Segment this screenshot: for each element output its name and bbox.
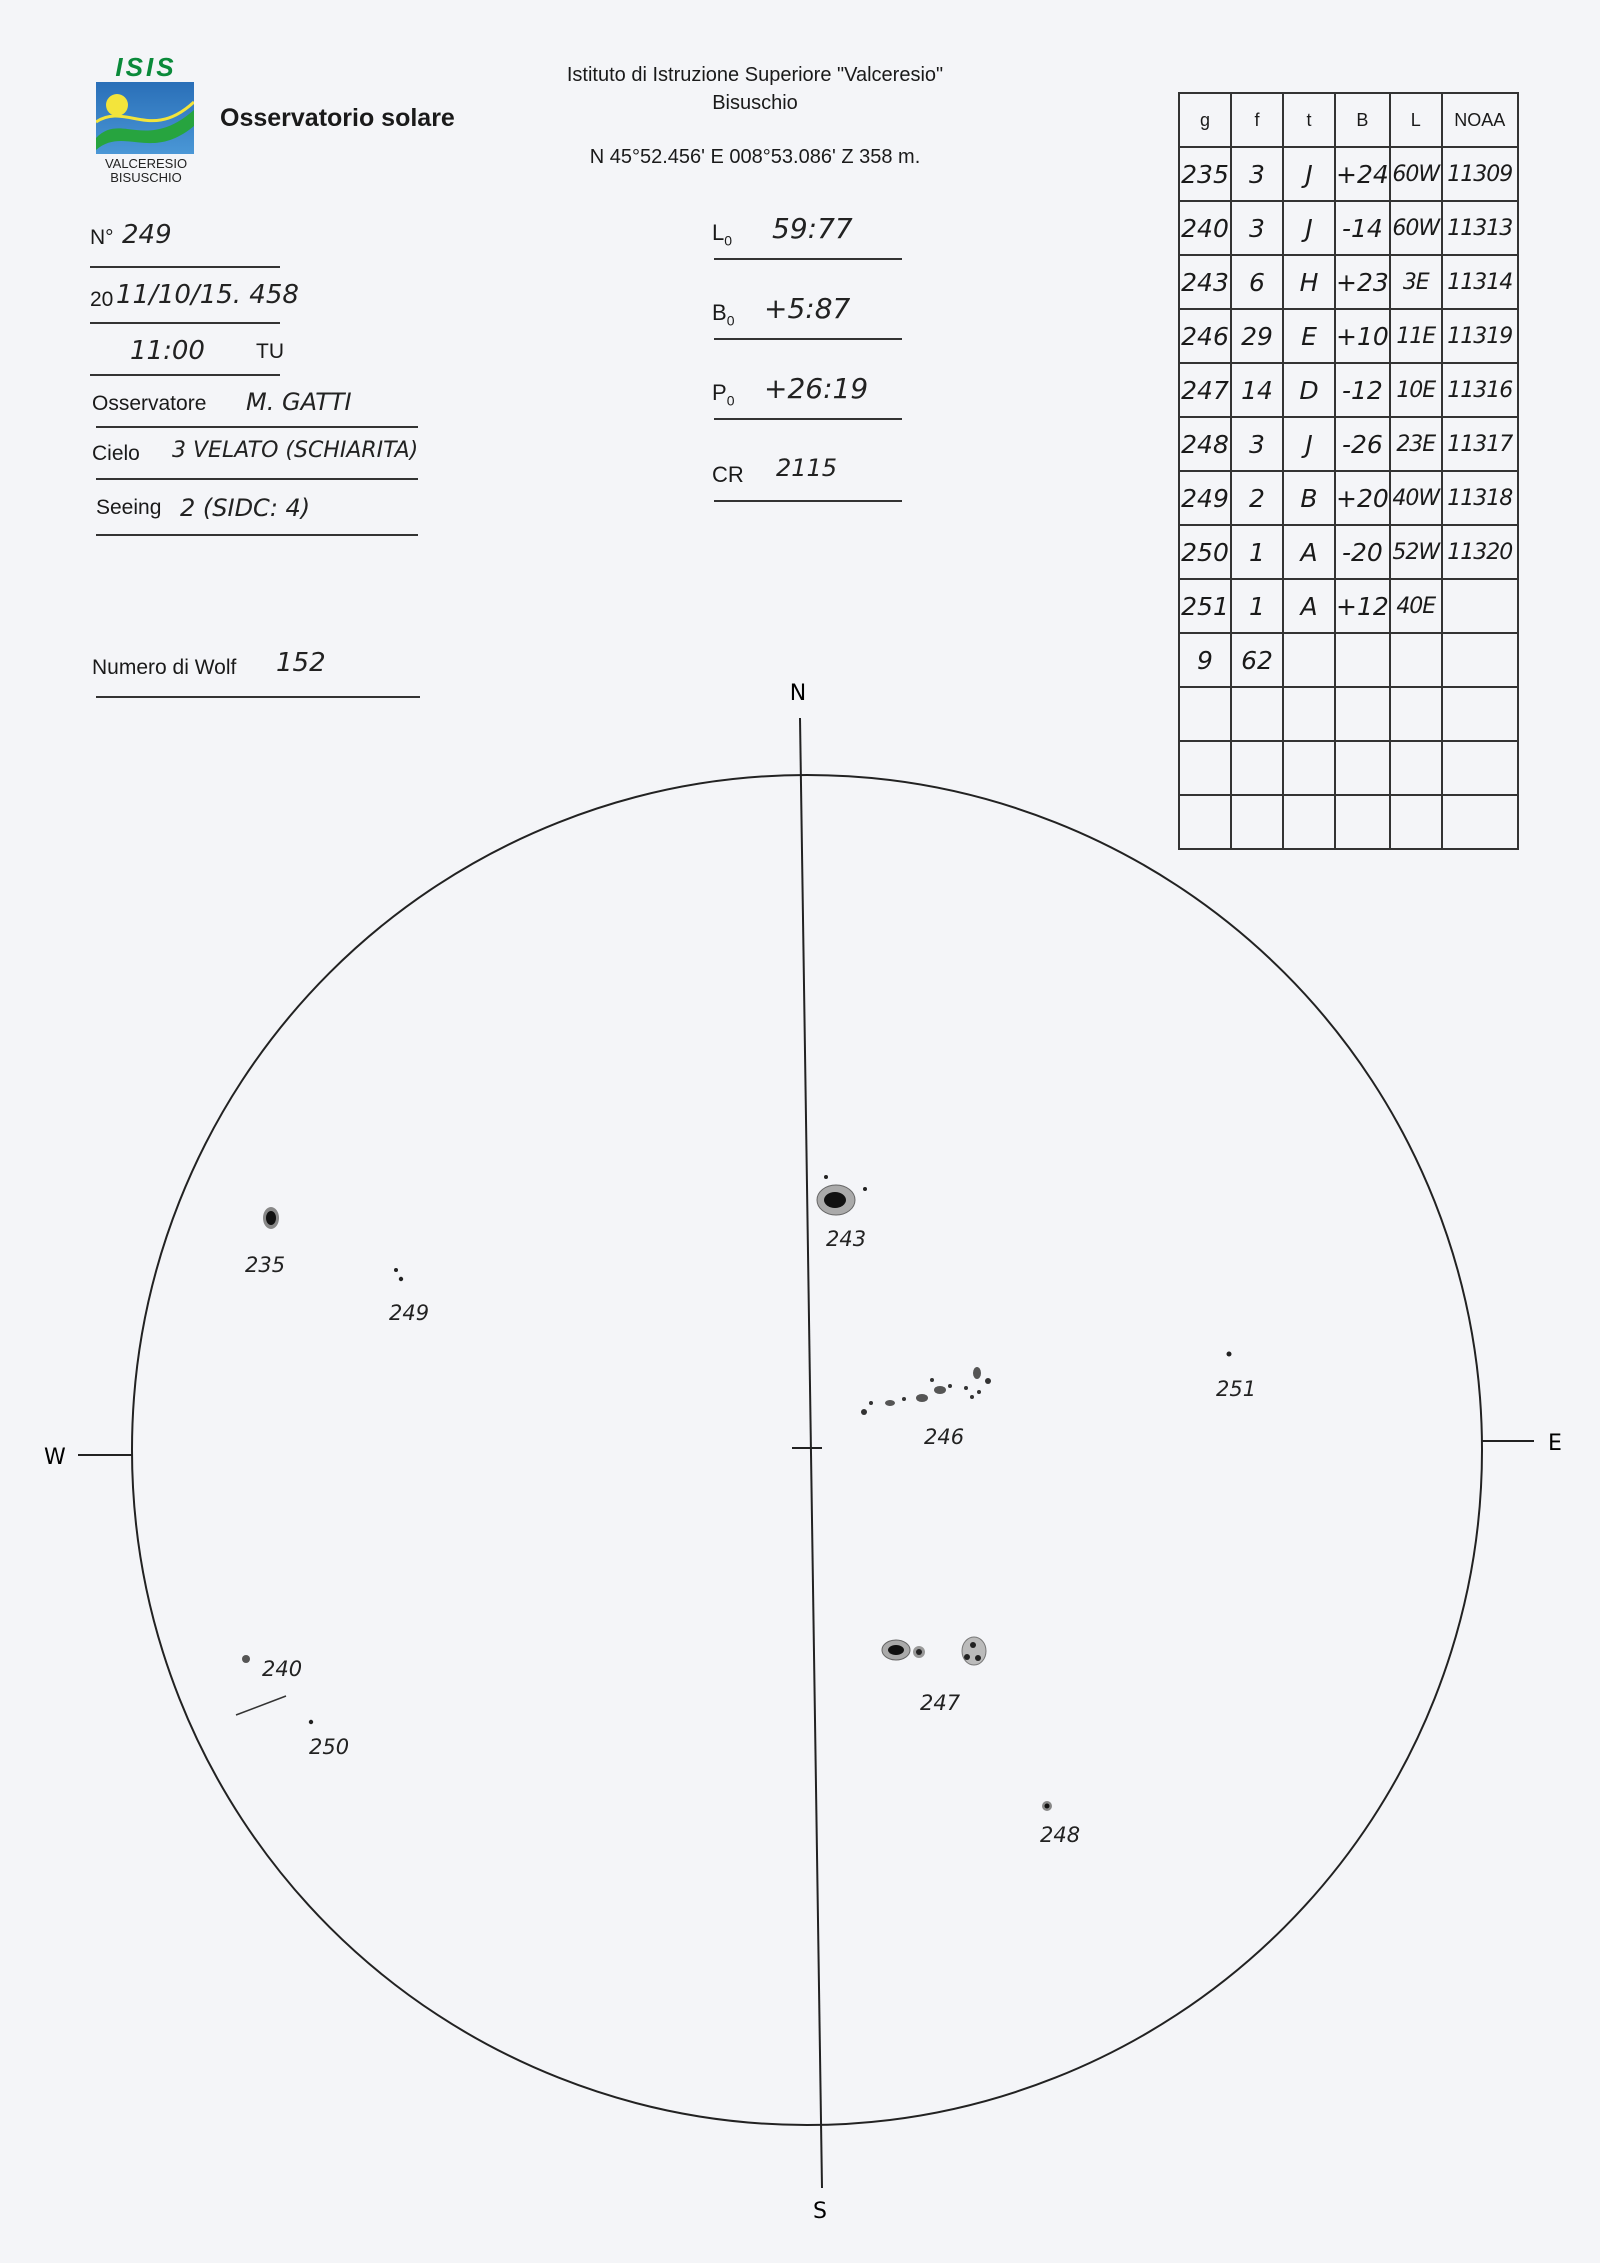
cell-b: +12 <box>1335 579 1390 633</box>
cell-g: 243 <box>1179 255 1231 309</box>
b0-value: +5:87 <box>764 292 851 325</box>
cell-f: 3 <box>1231 147 1283 201</box>
group-label-249: 249 <box>389 1301 430 1325</box>
cell-t: A <box>1283 579 1335 633</box>
cr-value: 2115 <box>776 454 838 482</box>
cardinal-n: N <box>789 681 807 706</box>
logo-brand: ISIS <box>115 52 177 82</box>
cell-f: 2 <box>1231 471 1283 525</box>
cell-f: 3 <box>1231 417 1283 471</box>
observer-label: Osservatore <box>92 392 207 415</box>
cell-b: +23 <box>1335 255 1390 309</box>
school-name: Istituto di Istruzione Superiore "Valceresio" <box>566 64 944 86</box>
cell-t: J <box>1283 201 1335 255</box>
seeing-value: 2 (SIDC: 4) <box>180 494 311 522</box>
sky-label: Cielo <box>92 442 140 465</box>
cell-l: 3E <box>1390 255 1442 309</box>
group-label-235: 235 <box>245 1253 286 1277</box>
l0-label: $L_0$ <box>712 220 733 249</box>
cell-l: 60W <box>1390 147 1442 201</box>
cell-b: +20 <box>1335 471 1390 525</box>
col-header-b: B <box>1335 93 1390 147</box>
group-label-248: 248 <box>1040 1823 1081 1847</box>
cell-f: 62 <box>1231 633 1283 687</box>
cell-g: 249 <box>1179 471 1231 525</box>
p0-label: $P_0$ <box>712 380 735 409</box>
sky-value: 3 VELATO (SCHIARITA) <box>172 438 419 463</box>
cell-g: 248 <box>1179 417 1231 471</box>
north-south-axis <box>800 718 822 2188</box>
cell-f: 6 <box>1231 255 1283 309</box>
cell-l: 23E <box>1390 417 1442 471</box>
cell-noaa: 11319 <box>1442 309 1518 363</box>
solar-disk <box>132 775 1482 2125</box>
cell-g: 246 <box>1179 309 1231 363</box>
cell-noaa: 11316 <box>1442 363 1518 417</box>
p0-value: +26:19 <box>764 372 869 405</box>
number-label: N° <box>90 226 114 249</box>
cell-b: -26 <box>1335 417 1390 471</box>
cell-l: 40W <box>1390 471 1442 525</box>
col-header-t: t <box>1283 93 1335 147</box>
cell-f: 1 <box>1231 525 1283 579</box>
cell-noaa: 11309 <box>1442 147 1518 201</box>
cell-g: 247 <box>1179 363 1231 417</box>
cell-b: -14 <box>1335 201 1390 255</box>
cell-t: D <box>1283 363 1335 417</box>
group-label-240: 240 <box>262 1657 303 1681</box>
cell-t: J <box>1283 417 1335 471</box>
cell-noaa: 11318 <box>1442 471 1518 525</box>
page-title: Osservatorio solare <box>220 104 455 132</box>
sunspot-group-250 <box>309 1720 313 1724</box>
b0-label: $B_0$ <box>712 300 735 329</box>
sunspot-group-248 <box>1042 1801 1052 1811</box>
observatory-coordinates: N 45°52.456' E 008°53.086' Z 358 m. <box>589 146 921 168</box>
sunspot-group-249 <box>394 1268 403 1281</box>
cell-t: B <box>1283 471 1335 525</box>
cell-f: 1 <box>1231 579 1283 633</box>
cell-g: 240 <box>1179 201 1231 255</box>
cr-label: CR <box>712 462 744 487</box>
date-prefix: 20 <box>90 288 114 311</box>
sunspot-group-251 <box>1227 1352 1232 1357</box>
cardinal-w: W <box>44 1445 66 1470</box>
cell-b: -20 <box>1335 525 1390 579</box>
logo-text-2: BISUSCHIO <box>110 170 182 185</box>
cell-l: 60W <box>1390 201 1442 255</box>
time-unit: TU <box>256 340 284 363</box>
seeing-label: Seeing <box>96 496 162 519</box>
logo-text-1: VALCERESIO <box>104 156 188 171</box>
col-header-g: g <box>1179 93 1231 147</box>
sunspot-group-247 <box>882 1637 986 1665</box>
cell-l: 10E <box>1390 363 1442 417</box>
cell-g: 235 <box>1179 147 1231 201</box>
cell-t: H <box>1283 255 1335 309</box>
wolf-value: 152 <box>276 648 326 678</box>
l0-value: 59:77 <box>772 212 853 245</box>
sunspot-group-235 <box>263 1207 279 1229</box>
cardinal-e: E <box>1548 1431 1562 1456</box>
cell-t: J <box>1283 147 1335 201</box>
cell-l: 11E <box>1390 309 1442 363</box>
equator-stroke <box>236 1696 286 1715</box>
cell-b: -12 <box>1335 363 1390 417</box>
cell-noaa: 11314 <box>1442 255 1518 309</box>
cell-g: 250 <box>1179 525 1231 579</box>
cell-noaa: 11320 <box>1442 525 1518 579</box>
cell-noaa: 11313 <box>1442 201 1518 255</box>
date-value: 11/10/15. 458 <box>116 280 299 310</box>
cell-f: 3 <box>1231 201 1283 255</box>
cell-f: 14 <box>1231 363 1283 417</box>
group-label-247: 247 <box>920 1691 961 1715</box>
cell-g: 9 <box>1179 633 1231 687</box>
group-label-246: 246 <box>924 1425 965 1449</box>
observer-value: M. GATTI <box>246 388 352 416</box>
cell-b: +24 <box>1335 147 1390 201</box>
wolf-label: Numero di Wolf <box>92 656 237 679</box>
cell-f: 29 <box>1231 309 1283 363</box>
cardinal-s: S <box>813 2199 827 2224</box>
cell-b: +10 <box>1335 309 1390 363</box>
sunspot-group-243 <box>817 1175 867 1215</box>
cell-l: 52W <box>1390 525 1442 579</box>
group-label-250: 250 <box>309 1735 350 1759</box>
cell-t: E <box>1283 309 1335 363</box>
school-town: Bisuschio <box>712 92 798 114</box>
number-value: 249 <box>122 220 172 250</box>
sunspot-group-240 <box>242 1655 250 1663</box>
group-label-251: 251 <box>1216 1377 1257 1401</box>
col-header-f: f <box>1231 93 1283 147</box>
col-header-noaa: NOAA <box>1442 93 1518 147</box>
group-label-243: 243 <box>826 1227 867 1251</box>
col-header-l: L <box>1390 93 1442 147</box>
time-value: 11:00 <box>130 336 205 366</box>
cell-t: A <box>1283 525 1335 579</box>
cell-g: 251 <box>1179 579 1231 633</box>
cell-l: 40E <box>1390 579 1442 633</box>
cell-noaa: 11317 <box>1442 417 1518 471</box>
sunspot-group-246 <box>861 1367 991 1415</box>
